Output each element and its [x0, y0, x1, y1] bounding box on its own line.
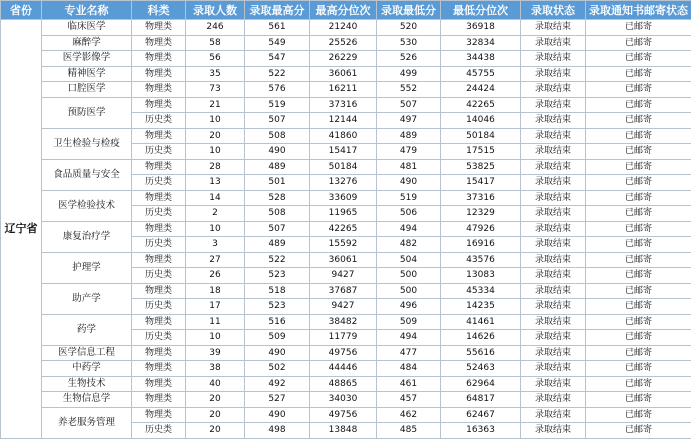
- header-max-score: 录取最高分: [245, 1, 310, 20]
- min-score-cell: 500: [377, 283, 441, 299]
- min-rank-cell: 42265: [441, 97, 521, 113]
- min-rank-cell: 14235: [441, 299, 521, 315]
- status-cell: 录取结束: [521, 407, 586, 423]
- min-rank-cell: 53825: [441, 159, 521, 175]
- major-name-cell: 护理学: [42, 252, 132, 283]
- max-score-cell: 509: [245, 330, 310, 346]
- status-cell: 录取结束: [521, 66, 586, 82]
- status-cell: 录取结束: [521, 423, 586, 439]
- status-cell: 录取结束: [521, 330, 586, 346]
- min-rank-cell: 45755: [441, 66, 521, 82]
- subject-cell: 物理类: [132, 20, 186, 36]
- count-cell: 39: [186, 345, 245, 361]
- count-cell: 38: [186, 361, 245, 377]
- mail-status-cell: 已邮寄: [586, 221, 691, 237]
- subject-cell: 物理类: [132, 376, 186, 392]
- mail-status-cell: 已邮寄: [586, 206, 691, 222]
- count-cell: 21: [186, 97, 245, 113]
- major-name-cell: 麻醉学: [42, 35, 132, 51]
- min-score-cell: 490: [377, 175, 441, 191]
- subject-cell: 物理类: [132, 361, 186, 377]
- max-rank-cell: 9427: [310, 268, 377, 284]
- max-score-cell: 519: [245, 97, 310, 113]
- min-score-cell: 479: [377, 144, 441, 160]
- mail-status-cell: 已邮寄: [586, 144, 691, 160]
- count-cell: 73: [186, 82, 245, 98]
- status-cell: 录取结束: [521, 51, 586, 67]
- max-rank-cell: 15417: [310, 144, 377, 160]
- mail-status-cell: 已邮寄: [586, 376, 691, 392]
- major-name-cell: 预防医学: [42, 97, 132, 128]
- max-rank-cell: 26229: [310, 51, 377, 67]
- min-rank-cell: 62964: [441, 376, 521, 392]
- max-score-cell: 489: [245, 237, 310, 253]
- subject-cell: 物理类: [132, 82, 186, 98]
- min-score-cell: 496: [377, 299, 441, 315]
- count-cell: 10: [186, 113, 245, 129]
- max-score-cell: 527: [245, 392, 310, 408]
- count-cell: 10: [186, 221, 245, 237]
- subject-cell: 物理类: [132, 128, 186, 144]
- major-name-cell: 助产学: [42, 283, 132, 314]
- max-rank-cell: 25526: [310, 35, 377, 51]
- count-cell: 35: [186, 66, 245, 82]
- status-cell: 录取结束: [521, 190, 586, 206]
- min-score-cell: 484: [377, 361, 441, 377]
- mail-status-cell: 已邮寄: [586, 283, 691, 299]
- subject-cell: 物理类: [132, 392, 186, 408]
- table-row: [1, 314, 691, 330]
- mail-status-cell: 已邮寄: [586, 128, 691, 144]
- min-rank-cell: 64817: [441, 392, 521, 408]
- mail-status-cell: 已邮寄: [586, 361, 691, 377]
- status-cell: 录取结束: [521, 314, 586, 330]
- max-score-cell: 508: [245, 206, 310, 222]
- max-rank-cell: 36061: [310, 66, 377, 82]
- min-score-cell: 457: [377, 392, 441, 408]
- max-score-cell: 523: [245, 268, 310, 284]
- header-subject: 科类: [132, 1, 186, 20]
- status-cell: 录取结束: [521, 175, 586, 191]
- min-rank-cell: 17515: [441, 144, 521, 160]
- max-rank-cell: 50184: [310, 159, 377, 175]
- max-score-cell: 522: [245, 66, 310, 82]
- min-rank-cell: 41461: [441, 314, 521, 330]
- min-score-cell: 507: [377, 97, 441, 113]
- max-score-cell: 516: [245, 314, 310, 330]
- max-score-cell: 490: [245, 407, 310, 423]
- max-rank-cell: 16211: [310, 82, 377, 98]
- max-rank-cell: 49756: [310, 407, 377, 423]
- status-cell: 录取结束: [521, 376, 586, 392]
- mail-status-cell: 已邮寄: [586, 51, 691, 67]
- max-rank-cell: 21240: [310, 20, 377, 36]
- status-cell: 录取结束: [521, 268, 586, 284]
- table-row: [1, 190, 691, 206]
- mail-status-cell: 已邮寄: [586, 407, 691, 423]
- min-score-cell: 530: [377, 35, 441, 51]
- status-cell: 录取结束: [521, 237, 586, 253]
- major-name-cell: 生物信息学: [42, 392, 132, 408]
- mail-status-cell: 已邮寄: [586, 190, 691, 206]
- min-rank-cell: 14626: [441, 330, 521, 346]
- mail-status-cell: 已邮寄: [586, 237, 691, 253]
- mail-status-cell: 已邮寄: [586, 175, 691, 191]
- max-rank-cell: 49756: [310, 345, 377, 361]
- status-cell: 录取结束: [521, 221, 586, 237]
- max-rank-cell: 12144: [310, 113, 377, 129]
- table-row: [1, 20, 691, 36]
- min-score-cell: 526: [377, 51, 441, 67]
- max-score-cell: 489: [245, 159, 310, 175]
- table-row: [1, 392, 691, 408]
- max-rank-cell: 44446: [310, 361, 377, 377]
- max-rank-cell: 37687: [310, 283, 377, 299]
- count-cell: 20: [186, 423, 245, 439]
- count-cell: 56: [186, 51, 245, 67]
- max-rank-cell: 15592: [310, 237, 377, 253]
- table-row: [1, 66, 691, 82]
- count-cell: 20: [186, 407, 245, 423]
- max-score-cell: 502: [245, 361, 310, 377]
- max-score-cell: 522: [245, 252, 310, 268]
- max-score-cell: 576: [245, 82, 310, 98]
- max-score-cell: 490: [245, 345, 310, 361]
- mail-status-cell: 已邮寄: [586, 97, 691, 113]
- min-score-cell: 489: [377, 128, 441, 144]
- status-cell: 录取结束: [521, 113, 586, 129]
- count-cell: 20: [186, 128, 245, 144]
- table-row: [1, 221, 691, 237]
- table-row: [1, 407, 691, 423]
- header-count: 录取人数: [186, 1, 245, 20]
- major-name-cell: 食品质量与安全: [42, 159, 132, 190]
- mail-status-cell: 已邮寄: [586, 159, 691, 175]
- max-rank-cell: 9427: [310, 299, 377, 315]
- max-score-cell: 547: [245, 51, 310, 67]
- table-row: [1, 376, 691, 392]
- max-score-cell: 490: [245, 144, 310, 160]
- min-score-cell: 500: [377, 268, 441, 284]
- min-score-cell: 461: [377, 376, 441, 392]
- min-score-cell: 509: [377, 314, 441, 330]
- status-cell: 录取结束: [521, 283, 586, 299]
- table-row: [1, 35, 691, 51]
- max-score-cell: 492: [245, 376, 310, 392]
- table-row: [1, 159, 691, 175]
- min-score-cell: 485: [377, 423, 441, 439]
- major-name-cell: 养老服务管理: [42, 407, 132, 438]
- min-rank-cell: 45334: [441, 283, 521, 299]
- major-name-cell: 医学影像学: [42, 51, 132, 67]
- max-score-cell: 498: [245, 423, 310, 439]
- min-score-cell: 520: [377, 20, 441, 36]
- header-max-rank: 最高分位次: [310, 1, 377, 20]
- min-score-cell: 499: [377, 66, 441, 82]
- mail-status-cell: 已邮寄: [586, 66, 691, 82]
- status-cell: 录取结束: [521, 144, 586, 160]
- status-cell: 录取结束: [521, 206, 586, 222]
- major-name-cell: 医学检验技术: [42, 190, 132, 221]
- count-cell: 26: [186, 268, 245, 284]
- table-body: [1, 20, 691, 439]
- max-score-cell: 508: [245, 128, 310, 144]
- subject-cell: 历史类: [132, 237, 186, 253]
- max-rank-cell: 13276: [310, 175, 377, 191]
- count-cell: 2: [186, 206, 245, 222]
- min-rank-cell: 50184: [441, 128, 521, 144]
- subject-cell: 历史类: [132, 299, 186, 315]
- max-score-cell: 561: [245, 20, 310, 36]
- count-cell: 13: [186, 175, 245, 191]
- status-cell: 录取结束: [521, 345, 586, 361]
- major-name-cell: 精神医学: [42, 66, 132, 82]
- min-score-cell: 494: [377, 221, 441, 237]
- subject-cell: 物理类: [132, 97, 186, 113]
- header-province: 省份: [1, 1, 42, 20]
- subject-cell: 物理类: [132, 345, 186, 361]
- header-row: [1, 1, 691, 20]
- major-name-cell: 康复治疗学: [42, 221, 132, 252]
- min-rank-cell: 55616: [441, 345, 521, 361]
- status-cell: 录取结束: [521, 252, 586, 268]
- subject-cell: 物理类: [132, 221, 186, 237]
- major-name-cell: 医学信息工程: [42, 345, 132, 361]
- max-score-cell: 501: [245, 175, 310, 191]
- subject-cell: 物理类: [132, 51, 186, 67]
- subject-cell: 历史类: [132, 206, 186, 222]
- max-rank-cell: 38482: [310, 314, 377, 330]
- min-rank-cell: 24424: [441, 82, 521, 98]
- max-rank-cell: 11779: [310, 330, 377, 346]
- status-cell: 录取结束: [521, 159, 586, 175]
- min-rank-cell: 32834: [441, 35, 521, 51]
- max-rank-cell: 36061: [310, 252, 377, 268]
- subject-cell: 历史类: [132, 330, 186, 346]
- table-row: [1, 283, 691, 299]
- min-rank-cell: 14046: [441, 113, 521, 129]
- status-cell: 录取结束: [521, 361, 586, 377]
- subject-cell: 物理类: [132, 314, 186, 330]
- table-row: [1, 82, 691, 98]
- max-rank-cell: 42265: [310, 221, 377, 237]
- max-rank-cell: 13848: [310, 423, 377, 439]
- mail-status-cell: 已邮寄: [586, 252, 691, 268]
- max-score-cell: 518: [245, 283, 310, 299]
- header-min-score: 录取最低分: [377, 1, 441, 20]
- mail-status-cell: 已邮寄: [586, 35, 691, 51]
- subject-cell: 物理类: [132, 252, 186, 268]
- count-cell: 18: [186, 283, 245, 299]
- count-cell: 17: [186, 299, 245, 315]
- mail-status-cell: 已邮寄: [586, 314, 691, 330]
- subject-cell: 历史类: [132, 144, 186, 160]
- min-rank-cell: 62467: [441, 407, 521, 423]
- header-min-rank: 最低分位次: [441, 1, 521, 20]
- count-cell: 10: [186, 330, 245, 346]
- major-name-cell: 中药学: [42, 361, 132, 377]
- mail-status-cell: 已邮寄: [586, 113, 691, 129]
- subject-cell: 历史类: [132, 423, 186, 439]
- province-cell: 辽宁省: [1, 20, 42, 439]
- major-name-cell: 卫生检验与检疫: [42, 128, 132, 159]
- min-score-cell: 504: [377, 252, 441, 268]
- table-row: [1, 128, 691, 144]
- mail-status-cell: 已邮寄: [586, 330, 691, 346]
- mail-status-cell: 已邮寄: [586, 299, 691, 315]
- status-cell: 录取结束: [521, 392, 586, 408]
- count-cell: 20: [186, 392, 245, 408]
- max-rank-cell: 34030: [310, 392, 377, 408]
- min-score-cell: 477: [377, 345, 441, 361]
- mail-status-cell: 已邮寄: [586, 392, 691, 408]
- count-cell: 58: [186, 35, 245, 51]
- major-name-cell: 生物技术: [42, 376, 132, 392]
- min-score-cell: 494: [377, 330, 441, 346]
- min-rank-cell: 43576: [441, 252, 521, 268]
- count-cell: 11: [186, 314, 245, 330]
- status-cell: 录取结束: [521, 82, 586, 98]
- mail-status-cell: 已邮寄: [586, 20, 691, 36]
- min-rank-cell: 16916: [441, 237, 521, 253]
- table-row: [1, 345, 691, 361]
- table-row: [1, 361, 691, 377]
- min-rank-cell: 37316: [441, 190, 521, 206]
- min-score-cell: 481: [377, 159, 441, 175]
- major-name-cell: 口腔医学: [42, 82, 132, 98]
- header-major: 专业名称: [42, 1, 132, 20]
- table-row: [1, 51, 691, 67]
- table-row: [1, 97, 691, 113]
- subject-cell: 物理类: [132, 159, 186, 175]
- min-score-cell: 519: [377, 190, 441, 206]
- count-cell: 40: [186, 376, 245, 392]
- min-score-cell: 482: [377, 237, 441, 253]
- status-cell: 录取结束: [521, 299, 586, 315]
- min-score-cell: 462: [377, 407, 441, 423]
- min-rank-cell: 34438: [441, 51, 521, 67]
- min-rank-cell: 36918: [441, 20, 521, 36]
- subject-cell: 物理类: [132, 190, 186, 206]
- count-cell: 10: [186, 144, 245, 160]
- min-rank-cell: 52463: [441, 361, 521, 377]
- max-score-cell: 549: [245, 35, 310, 51]
- subject-cell: 物理类: [132, 66, 186, 82]
- mail-status-cell: 已邮寄: [586, 268, 691, 284]
- max-score-cell: 507: [245, 221, 310, 237]
- count-cell: 27: [186, 252, 245, 268]
- major-name-cell: 临床医学: [42, 20, 132, 36]
- count-cell: 246: [186, 20, 245, 36]
- subject-cell: 物理类: [132, 407, 186, 423]
- mail-status-cell: 已邮寄: [586, 423, 691, 439]
- major-name-cell: 药学: [42, 314, 132, 345]
- min-rank-cell: 15417: [441, 175, 521, 191]
- max-rank-cell: 41860: [310, 128, 377, 144]
- max-score-cell: 507: [245, 113, 310, 129]
- status-cell: 录取结束: [521, 97, 586, 113]
- max-rank-cell: 11965: [310, 206, 377, 222]
- min-score-cell: 497: [377, 113, 441, 129]
- header-mail-status: 录取通知书邮寄状态: [586, 1, 691, 20]
- max-score-cell: 528: [245, 190, 310, 206]
- subject-cell: 历史类: [132, 268, 186, 284]
- min-score-cell: 506: [377, 206, 441, 222]
- subject-cell: 历史类: [132, 175, 186, 191]
- header-status: 录取状态: [521, 1, 586, 20]
- min-rank-cell: 16363: [441, 423, 521, 439]
- min-rank-cell: 13083: [441, 268, 521, 284]
- count-cell: 3: [186, 237, 245, 253]
- subject-cell: 物理类: [132, 283, 186, 299]
- status-cell: 录取结束: [521, 128, 586, 144]
- status-cell: 录取结束: [521, 35, 586, 51]
- max-rank-cell: 37316: [310, 97, 377, 113]
- subject-cell: 历史类: [132, 113, 186, 129]
- count-cell: 14: [186, 190, 245, 206]
- table-row: [1, 252, 691, 268]
- status-cell: 录取结束: [521, 20, 586, 36]
- mail-status-cell: 已邮寄: [586, 82, 691, 98]
- min-rank-cell: 47926: [441, 221, 521, 237]
- max-rank-cell: 48865: [310, 376, 377, 392]
- max-rank-cell: 33609: [310, 190, 377, 206]
- subject-cell: 物理类: [132, 35, 186, 51]
- max-score-cell: 523: [245, 299, 310, 315]
- min-rank-cell: 12329: [441, 206, 521, 222]
- count-cell: 28: [186, 159, 245, 175]
- mail-status-cell: 已邮寄: [586, 345, 691, 361]
- min-score-cell: 552: [377, 82, 441, 98]
